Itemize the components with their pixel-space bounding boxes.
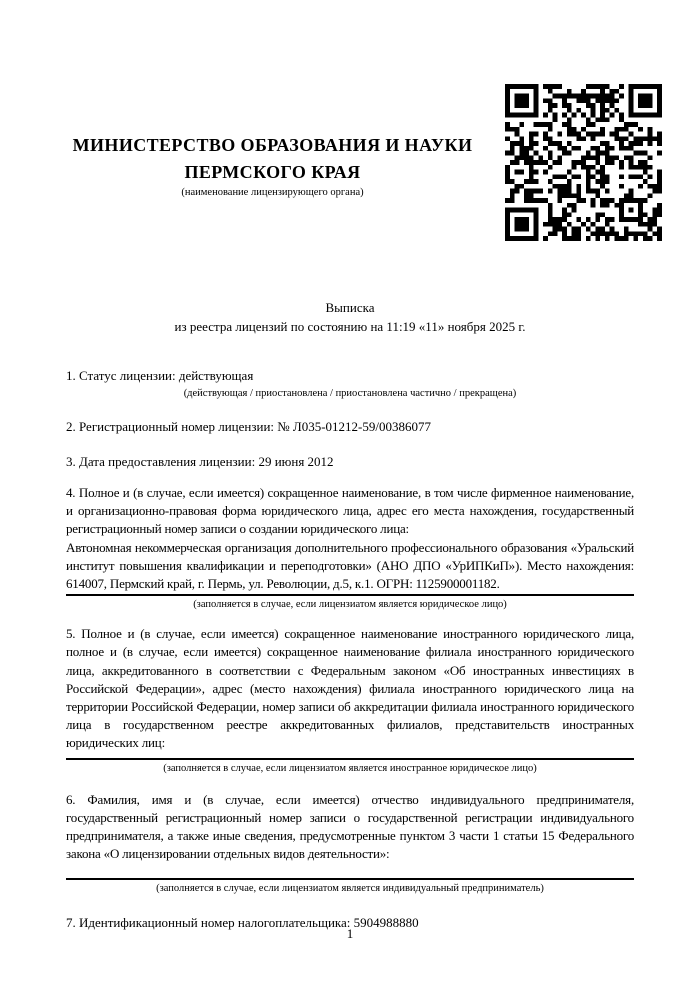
title-line1: Выписка [325, 300, 375, 315]
ministry-name-line1: МИНИСТЕРСТВО ОБРАЗОВАНИЯ И НАУКИ [72, 135, 473, 155]
item-6-caption: (заполняется в случае, если лицензиатом является индивидуальный предприниматель) [156, 883, 544, 895]
qr-code [505, 84, 662, 241]
licensing-authority-block [40, 84, 505, 241]
item-5-question: 5. Полное и (в случае, если имеется) сокращенное наименование иностранного юридического лица, полное и (в случае, если имеется) сокращенное наименование филиала иностранного юридического лица, аккредитованного в соответствии с Федеральным законом «Об иностранных инвестициях в Российской Федерации», адрес (место нахождения) филиала иностранного юридического лица на территории Российской Федерации, номер записи об аккредитации филиала иностранного юридического лица в государственном реестре аккредитованных филиалов, представительств иностранных юридических лиц: [66, 626, 634, 751]
item-4-caption: (заполняется в случае, если лицензиатом является юридическое лицо) [193, 599, 507, 611]
item-5-blank-field [66, 758, 634, 760]
ministry-name-line2: ПЕРМСКОГО КРАЯ [184, 162, 361, 182]
item-6-blank-field [66, 878, 634, 880]
item-4-answer: Автономная некоммерческая организация дополнительного профессионального образования «Уральский институт повышения квалификации и переподготовки» (АНО ДПО «УрИПКиП»). Место нахождения: 614007, Пермский край, г. Пермь, ул. Революции, д.5, к.1. ОГРН: 1125900001182. [66, 539, 634, 597]
qr-code-icon [505, 84, 662, 241]
item-3-license-date: 3. Дата предоставления лицензии: 29 июня 2012 [66, 454, 334, 469]
title-line2: из реестра лицензий по состоянию на 11:19 «11» ноября 2025 г. [174, 319, 526, 334]
item-1-caption: (действующая / приостановлена / приостановлена частично / прекращена) [183, 388, 517, 399]
licensing-authority-caption: (наименование лицензирующего органа) [181, 187, 364, 198]
item-2-registration-number: 2. Регистрационный номер лицензии: № Л035-01212-59/00386077 [66, 419, 432, 434]
item-1-license-status: 1. Статус лицензии: действующая [66, 368, 254, 383]
page-number: 1 [346, 926, 354, 941]
item-5-caption: (заполняется в случае, если лицензиатом является иностранное юридическое лицо) [163, 762, 537, 774]
item-6-question: 6. Фамилия, имя и (в случае, если имеется) отчество индивидуального предпринимателя, государственный регистрационный номер записи о государственной регистрации индивидуального предпринимателя, а также иные сведения, предусмотренные пунктом 3 части 1 статьи 15 Федерального закона «О лицензировании отдельных видов деятельности»: [66, 791, 634, 862]
document-title [66, 298, 634, 336]
item-7-taxpayer-id: 7. Идентификационный номер налогоплательщика: 5904988880 [66, 915, 419, 931]
document-body [66, 298, 634, 932]
item-4-question: 4. Полное и (в случае, если имеется) сокращенное наименование, в том числе фирменное наименование, и организационно-правовая форма юридического лица, адрес его места нахождения, государственный регистрационный номер записи о создании юридического лица: [66, 485, 634, 537]
document-header [40, 84, 662, 241]
